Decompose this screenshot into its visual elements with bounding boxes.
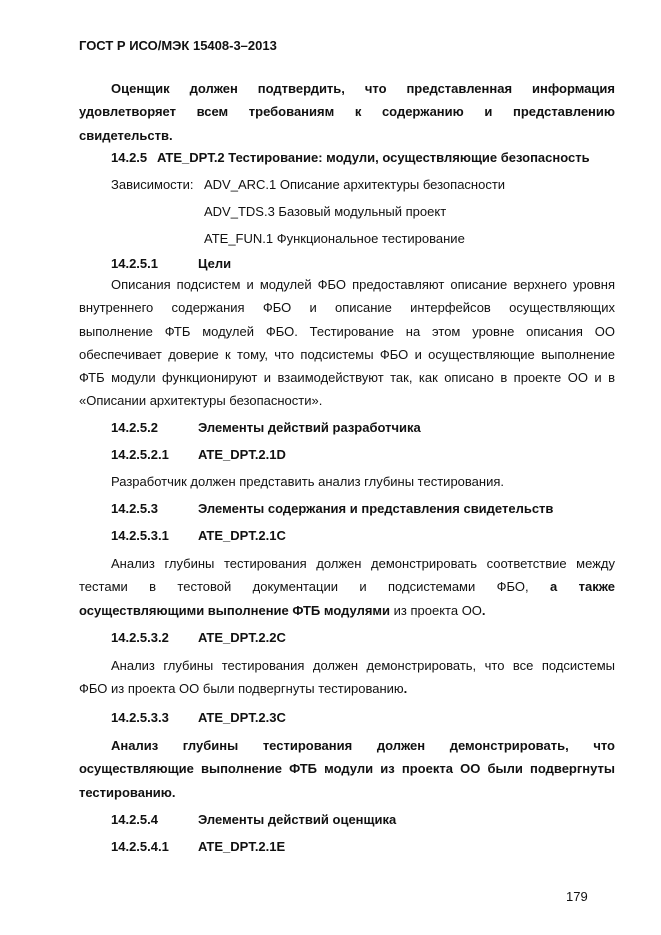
element-title: ATE_DPT.2.1E <box>198 839 286 854</box>
element-number: 14.2.5.2.1 <box>111 447 169 462</box>
element-paragraph <box>79 654 615 701</box>
section-number: 14.2.5.2 <box>111 420 158 435</box>
paragraph-line: Описания подсистем и модулей ФБО предоставляют описание верхнего уровня <box>111 277 615 292</box>
paragraph-line <box>79 599 615 622</box>
dependency-item: ATE_FUN.1 Функциональное тестирование <box>204 231 465 246</box>
element-heading-ate-dpt-2-1d <box>79 447 615 467</box>
intro-line: удовлетворяет всем требованиям к содержанию и представлению <box>79 104 615 120</box>
paragraph-line: внутреннего содержания ФБО и описание интерфейсов осуществляющих <box>79 300 615 316</box>
bold-period: . <box>481 602 486 618</box>
paragraph-line: выполнение ФТБ модулей ФБО. Тестирование на этом уровне описания ОО <box>79 323 615 339</box>
section-heading-14-2-5-4 <box>79 812 615 832</box>
section-heading-14-2-5-3 <box>79 501 615 521</box>
element-title: ATE_DPT.2.1D <box>198 447 286 462</box>
section-title: Элементы действий оценщика <box>198 812 397 827</box>
plain-span: ФБО из проекта ОО были подвергнуты тестированию <box>79 681 404 697</box>
element-heading-ate-dpt-2-1c <box>79 528 615 548</box>
section-title: Элементы действий разработчика <box>198 420 421 435</box>
section-heading-14-2-5-2 <box>79 420 615 440</box>
element-paragraph <box>79 734 615 804</box>
bold-span: осуществляющими выполнение ФТБ модулями <box>79 602 391 618</box>
dependency-item: ADV_ARC.1 Описание архитектуры безопасности <box>204 177 506 192</box>
paragraph-line: «Описании архитектуры безопасности». <box>79 393 323 409</box>
paragraph-line: Анализ глубины тестирования должен демонстрировать, что все подсистемы <box>111 658 615 673</box>
document-header: ГОСТ Р ИСО/МЭК 15408-3–2013 <box>79 38 277 53</box>
intro-line: Оценщик должен подтвердить, что представленная информация <box>111 81 615 96</box>
element-paragraph <box>79 552 615 622</box>
element-heading-ate-dpt-2-2c <box>79 630 615 650</box>
paragraph-line: обеспечивает доверие к тому, что подсистемы ФБО и осуществляющие выполнение <box>79 346 615 362</box>
intro-line: свидетельств. <box>79 127 173 143</box>
element-title: ATE_DPT.2.1C <box>198 528 286 543</box>
section-title: Цели <box>198 256 232 271</box>
section-heading-14-2-5 <box>79 150 615 170</box>
section-number: 14.2.5.1 <box>111 256 158 271</box>
page-number: 179 <box>566 889 588 904</box>
section-number: 14.2.5 <box>111 150 148 165</box>
section-title: Элементы содержания и представления свидетельств <box>198 501 554 516</box>
dependency-item: ADV_TDS.3 Базовый модульный проект <box>204 204 447 219</box>
element-heading-ate-dpt-2-3c <box>79 710 615 730</box>
element-number: 14.2.5.4.1 <box>111 839 169 854</box>
element-number: 14.2.5.3.1 <box>111 528 169 543</box>
element-title: ATE_DPT.2.2C <box>198 630 286 645</box>
element-title: ATE_DPT.2.3C <box>198 710 286 725</box>
intro-paragraph <box>79 77 615 147</box>
paragraph-line <box>79 677 615 700</box>
paragraph-line: Анализ глубины тестирования должен демонстрировать соответствие между <box>111 556 615 571</box>
paragraph-line: осуществляющие выполнение ФТБ модули из проекта ОО были подвергнуты <box>79 761 615 777</box>
element-text: Разработчик должен представить анализ глубины тестирования. <box>111 474 504 489</box>
bold-span: а также <box>550 579 615 595</box>
section-title: ATE_DPT.2 Тестирование: модули, осуществляющие безопасность <box>157 150 590 165</box>
element-heading-ate-dpt-2-1e <box>79 839 615 859</box>
paragraph-line: тестированию. <box>79 784 176 800</box>
element-number: 14.2.5.3.3 <box>111 710 169 725</box>
element-number: 14.2.5.3.2 <box>111 630 169 645</box>
paragraph-line: Анализ глубины тестирования должен демонстрировать, что <box>111 738 615 753</box>
plain-span: из проекта ОО <box>390 602 482 618</box>
section-number: 14.2.5.4 <box>111 812 158 827</box>
dependencies-label: Зависимости: <box>111 177 194 192</box>
objectives-paragraph <box>79 273 615 413</box>
paragraph-line: ФТБ модули функционируют и взаимодействуют так, как описано в проекте ОО и в <box>79 370 615 386</box>
bold-period: . <box>403 681 408 697</box>
section-number: 14.2.5.3 <box>111 501 158 516</box>
paragraph-line <box>79 575 615 598</box>
plain-span: тестами в тестовой документации и подсистемами ФБО, <box>79 579 550 595</box>
